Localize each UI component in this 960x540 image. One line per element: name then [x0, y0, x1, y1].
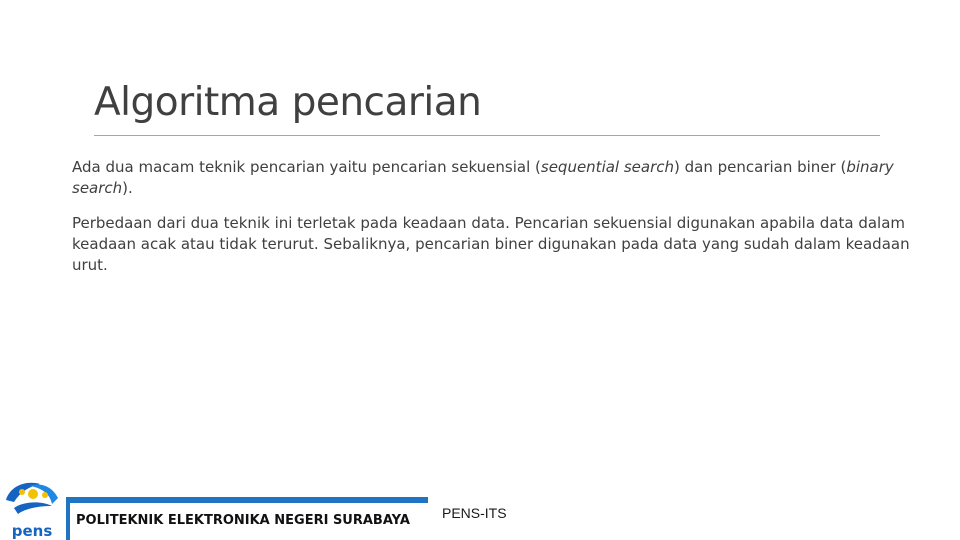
paragraph-1-text-c: ). — [122, 179, 133, 197]
paragraph-1-italic-b: binary search — [72, 158, 894, 197]
logo-text: pens — [11, 522, 53, 540]
slide-title: Algoritma pencarian — [94, 80, 482, 125]
paragraph-1 — [72, 157, 932, 199]
pens-logo — [0, 478, 64, 540]
logo-emblem-icon — [6, 483, 58, 514]
title-underline — [94, 135, 880, 136]
slide-body — [72, 157, 932, 290]
paragraph-1-text-b: ) dan pencarian biner ( — [674, 158, 847, 176]
footer-right-panel — [428, 497, 960, 540]
paragraph-2: Perbedaan dari dua teknik ini terletak pada keadaan data. Pencarian sekuensial digunakan apabila data dalam keadaan acak atau tidak terurut. Sebaliknya, pencarian biner digunakan pada data yang sudah dalam keadaan urut. — [72, 214, 910, 274]
paragraph-1-italic-a: sequential search — [540, 158, 675, 176]
paragraph-1-text-a: Ada dua macam teknik pencarian yaitu pencarian sekuensial ( — [72, 158, 541, 176]
footer-institution: POLITEKNIK ELEKTRONIKA NEGERI SURABAYA — [76, 513, 410, 528]
footer-short-name: PENS-ITS — [442, 505, 507, 521]
